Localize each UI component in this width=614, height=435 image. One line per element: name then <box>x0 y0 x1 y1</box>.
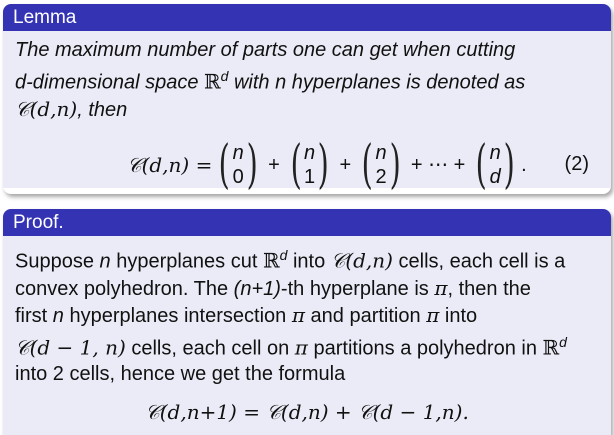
proof-header: Proof. <box>3 209 611 236</box>
proof-text: Suppose <box>15 250 100 273</box>
proof-text: into <box>439 304 478 327</box>
proof-text: hyperplanes intersection <box>63 304 292 327</box>
proof-text: -th hyperplane is <box>280 277 435 300</box>
lemma-equation <box>15 135 599 194</box>
lemma-block <box>3 4 611 194</box>
proof-text: hyperplanes cut <box>110 250 263 273</box>
binomial-term: ( n d ) <box>475 134 515 194</box>
equation-lhs: 𝒞(d,n) = <box>127 152 213 177</box>
plus-sign: + <box>268 153 280 176</box>
real-space-symbol: ℝ <box>262 248 280 273</box>
lemma-text: d-dimensional space <box>15 71 204 94</box>
proof-text: and partition <box>304 304 427 327</box>
real-space-symbol: ℝ <box>542 335 560 360</box>
proof-line-1 <box>15 242 599 275</box>
pi-symbol: π <box>291 302 305 327</box>
math-var: n <box>99 250 111 273</box>
lemma-text: , then <box>77 98 128 121</box>
proof-line-2 <box>15 275 599 302</box>
binom-bottom: 2 <box>375 165 387 188</box>
proof-text: convex polyhedron. The <box>15 277 234 300</box>
ellipsis-sum: + ⋯ + <box>410 153 466 176</box>
binom-top: n <box>375 141 387 164</box>
dimension-superscript: d <box>220 68 229 84</box>
binom-top: n <box>489 141 501 164</box>
dimension-superscript: d <box>279 247 288 263</box>
pi-symbol: π <box>294 335 308 360</box>
binom-bottom: d <box>489 165 501 188</box>
proof-text: cells, each cell is a <box>392 250 566 273</box>
binom-bottom: 0 <box>232 165 244 188</box>
proof-text: cells, each cell on <box>125 337 295 360</box>
binomial-term: ( n 0 ) <box>218 134 258 194</box>
lemma-text: with n hyperplanes is denoted as <box>228 71 526 94</box>
proof-body <box>3 236 611 435</box>
proof-line-3 <box>15 302 599 329</box>
real-space-symbol: ℝ <box>204 69 221 94</box>
proof-line-5: into 2 cells, hence we get the formula <box>15 363 346 386</box>
function-symbol: 𝒞(d,n) <box>330 248 393 273</box>
proof-text: into <box>287 250 331 273</box>
binom-top: n <box>232 141 244 164</box>
math-var: n <box>52 304 64 327</box>
plus-sign: + <box>339 153 352 176</box>
proof-text: , then the <box>447 277 531 300</box>
lemma-line-2 <box>15 63 599 96</box>
lemma-body <box>3 31 611 194</box>
lemma-line-1: The maximum number of parts one can get when cutting <box>15 39 516 61</box>
binomial-term: ( n 2 ) <box>361 134 401 194</box>
pi-symbol: π <box>426 302 440 327</box>
equation-number: (2) <box>564 152 589 175</box>
binomial-term: ( n 1 ) <box>290 134 329 194</box>
proof-formula: 𝒞(d,n+1) = 𝒞(d,n) + 𝒞(d − 1,n). <box>145 400 469 425</box>
function-symbol: 𝒞(d,n) <box>15 96 78 121</box>
binom-top: n <box>304 141 316 164</box>
function-symbol: 𝒞(d − 1, n) <box>15 335 126 360</box>
dimension-superscript: d <box>559 333 567 350</box>
pi-symbol: π <box>434 275 448 300</box>
equation-period: . <box>521 153 527 176</box>
lemma-header: Lemma <box>3 4 611 31</box>
proof-text: first <box>15 304 53 327</box>
lemma-line-3 <box>15 96 599 123</box>
proof-line-4 <box>15 329 599 362</box>
proof-text: partitions a polyhedron in <box>307 337 543 360</box>
math-var: (n+1) <box>233 277 281 300</box>
binom-bottom: 1 <box>304 165 316 188</box>
proof-block <box>3 209 611 435</box>
